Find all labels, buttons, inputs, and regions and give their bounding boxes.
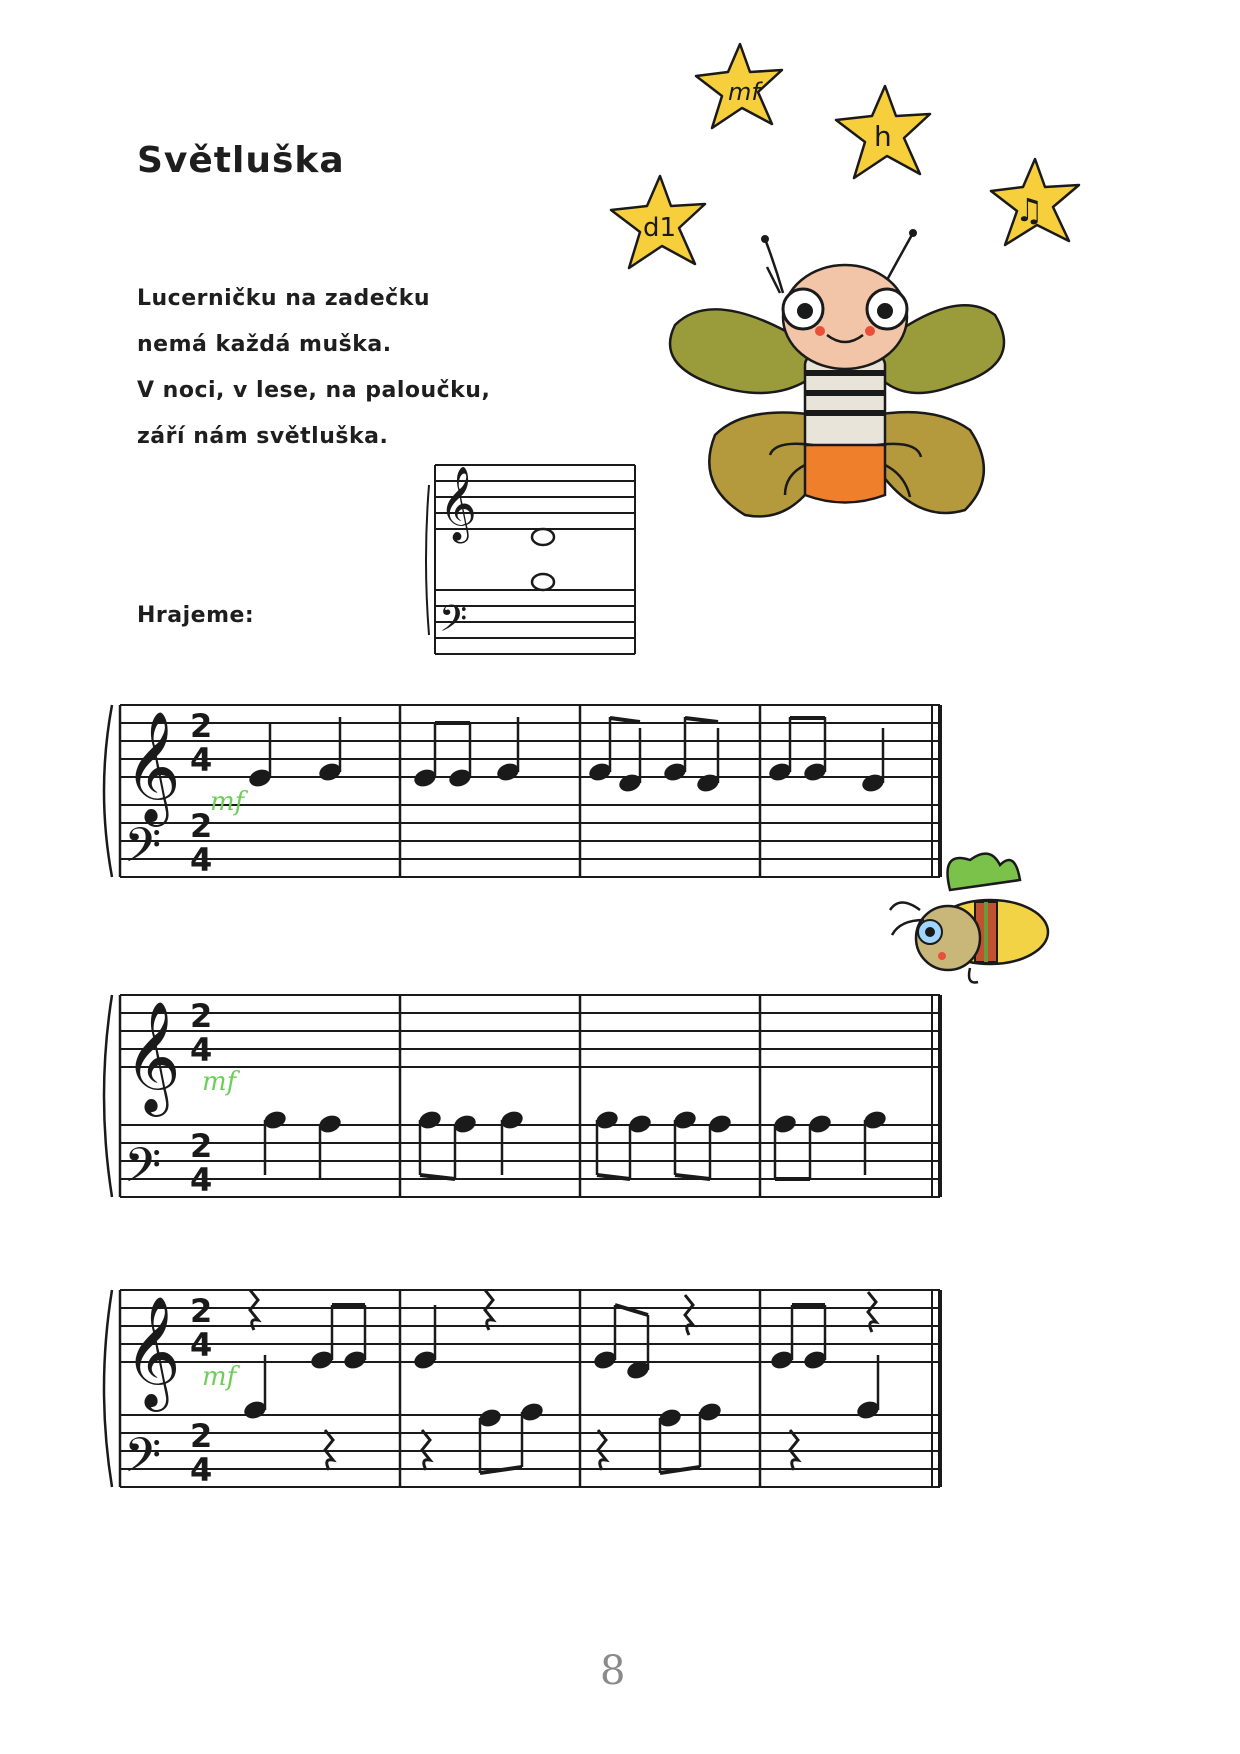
star-label: h [874, 120, 892, 153]
poem-line: září nám světluška. [137, 424, 389, 449]
beam [610, 718, 640, 722]
quarter-rest [685, 1295, 693, 1335]
beam [685, 718, 718, 722]
poem-line: nemá každá muška. [137, 332, 392, 357]
time-signature: 4 [190, 1451, 213, 1489]
treble-clef-icon: 𝄞 [124, 1295, 181, 1407]
bass-clef-icon: 𝄢 [124, 1137, 162, 1205]
time-signature: 2 [190, 707, 213, 745]
time-signature: 4 [190, 1031, 213, 1069]
time-signature: 2 [190, 997, 213, 1035]
poem-line: V noci, v lese, na paloučku, [137, 378, 491, 403]
poem-line: Lucerničku na zadečku [137, 286, 431, 311]
dynamic-marking: mf [202, 1067, 237, 1097]
page-title: Světluška [137, 140, 345, 181]
beam [615, 1305, 648, 1315]
page-number: 8 [600, 1648, 626, 1694]
brace [104, 995, 112, 1197]
time-signature: 2 [190, 1127, 213, 1165]
treble-clef-icon: 𝄞 [124, 710, 181, 822]
brace [104, 705, 112, 877]
bass-clef-icon: 𝄢 [124, 1427, 162, 1495]
treble-clef-icon: 𝄞 [124, 1000, 181, 1112]
time-signature: 4 [190, 841, 213, 879]
quarter-rest [250, 1290, 258, 1330]
time-signature: 4 [190, 1326, 213, 1364]
dynamic-marking: mf [202, 1362, 237, 1392]
star-label: d1 [643, 213, 677, 243]
bass-clef-icon: 𝄢 [124, 817, 162, 885]
time-signature: 2 [190, 1417, 213, 1455]
quarter-rest [485, 1290, 493, 1330]
time-signature: 4 [190, 1161, 213, 1199]
star-label: mf [728, 78, 760, 106]
time-signature: 4 [190, 741, 213, 779]
time-signature: 2 [190, 1292, 213, 1330]
bass-clef-icon: 𝄢 [439, 598, 468, 649]
time-signature: 2 [190, 807, 213, 845]
dynamic-marking: mf [210, 787, 245, 817]
star-label: ♫ [1015, 191, 1044, 229]
play-label: Hrajeme: [137, 603, 255, 628]
treble-clef-icon: 𝄞 [439, 467, 477, 541]
brace [104, 1290, 112, 1487]
